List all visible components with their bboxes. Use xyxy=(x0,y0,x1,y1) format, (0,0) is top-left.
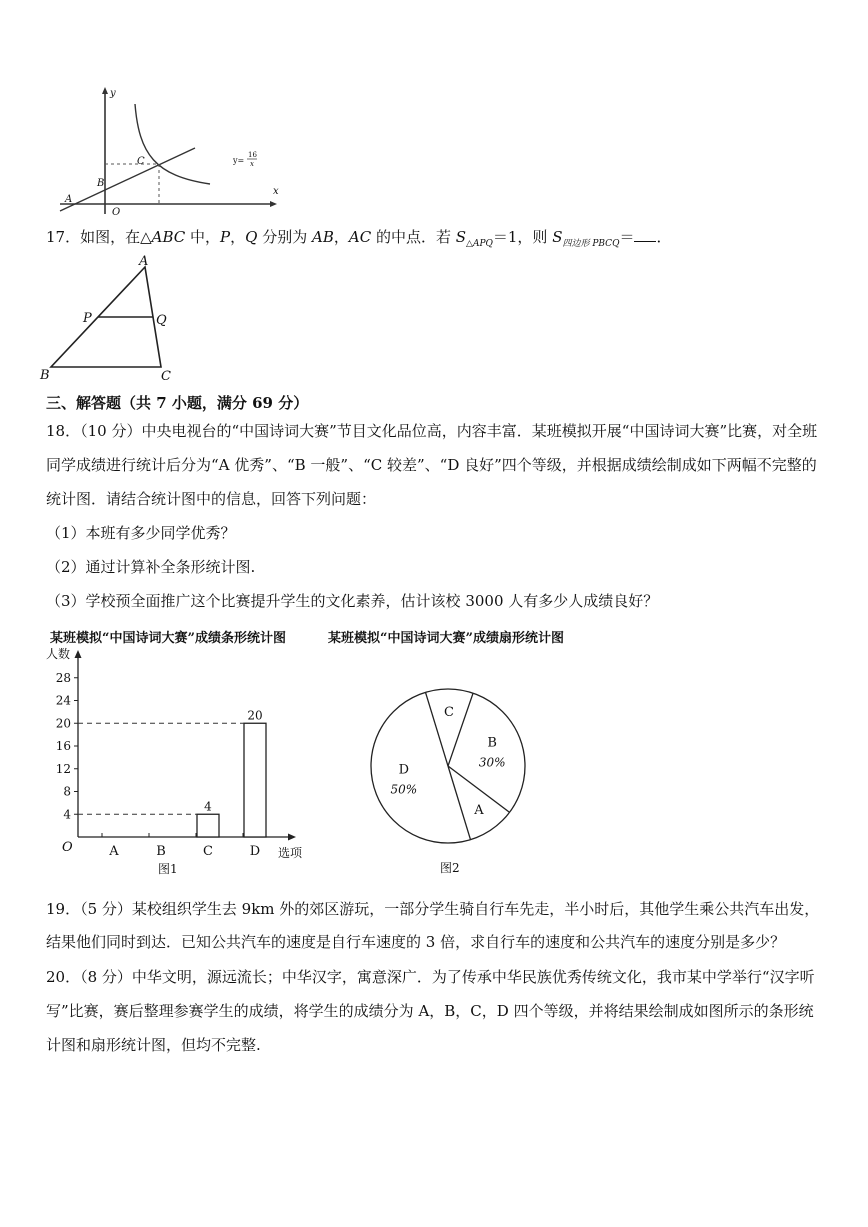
vertex-b-label: B xyxy=(40,368,50,383)
bar-value-label: 4 xyxy=(204,799,212,814)
q17-segment: AC xyxy=(348,228,372,246)
q17-text: ， xyxy=(333,228,349,246)
x-axis-label: x xyxy=(273,186,279,197)
y-tick-label: 24 xyxy=(55,693,71,708)
question-18-line2: 同学成绩进行统计后分为“A 优秀”、“B 一般”、“C 较差”、“D 良好”四个等级，并根据成绩绘制成如下两幅不完整的 xyxy=(46,456,817,474)
section-heading: 三、解答题（共 7 小题，满分 69 分） xyxy=(46,394,309,412)
bar-D xyxy=(244,723,266,837)
q17-text: 的中点．若 xyxy=(371,228,456,246)
question-19-line1: 19．（5 分）某校组织学生去 9km 外的郊区游玩，一部分学生骑自行车先走，半小时后，其他学生乘公共汽车出发， xyxy=(46,900,820,918)
y-tick-label: 16 xyxy=(55,739,71,753)
question-17 xyxy=(46,227,671,254)
q17-text: ＝1，则 xyxy=(492,228,553,246)
y-tick-label: 20 xyxy=(55,716,71,731)
x-category-label: A xyxy=(109,844,119,859)
y-tick-label: 8 xyxy=(63,784,71,799)
bar-chart-caption: 图1 xyxy=(158,862,178,875)
point-b-label: B xyxy=(97,178,105,189)
answer-blank[interactable] xyxy=(634,227,656,242)
y-axis-arrow xyxy=(102,87,108,94)
pie-slice-A-label: A xyxy=(474,803,484,819)
hyperbola-curve xyxy=(135,104,210,184)
point-p-label: P xyxy=(83,311,92,326)
pie-slice-D-percent: 50% xyxy=(390,782,418,797)
pie-slice-C-label: C xyxy=(443,705,454,721)
q17-point: P xyxy=(220,228,231,246)
q17-text: 分别为 xyxy=(257,228,313,246)
vertex-c-label: C xyxy=(161,369,171,384)
q17-text: ， xyxy=(230,228,246,246)
q17-text: ＝ xyxy=(619,228,635,246)
bar-chart-origin: O xyxy=(62,840,73,855)
x-axis-arrow xyxy=(270,201,277,207)
q17-triangle: ABC xyxy=(151,228,186,246)
bar-value-label: 20 xyxy=(247,708,263,723)
pie-slice-B-label: B xyxy=(487,735,497,751)
q17-area-subscript: 四边形 PBCQ xyxy=(562,239,620,249)
triangle-figure xyxy=(35,255,185,385)
question-17-number: 17． xyxy=(46,228,81,246)
bar-chart-xlabel: 选项 xyxy=(278,846,303,860)
q17-area-subscript: △APQ xyxy=(466,239,493,249)
x-category-label: B xyxy=(156,844,166,859)
function-label-num: 16 xyxy=(248,151,257,159)
question-18-sub2: （2）通过计算补全条形统计图. xyxy=(46,558,256,576)
q17-text: ． xyxy=(656,228,672,246)
bar-chart-y-arrow xyxy=(75,650,82,658)
function-graph-figure xyxy=(55,84,295,219)
pie-chart-title: 某班模拟“中国诗词大赛”成绩扇形统计图 xyxy=(328,631,564,646)
question-19-line2: 结果他们同时到达．已知公共汽车的速度是自行车速度的 3 倍，求自行车的速度和公共汽车的速度分别是多少？ xyxy=(46,933,786,951)
y-tick-label: 28 xyxy=(55,670,71,685)
q17-text: 中， xyxy=(185,228,221,246)
bar-chart-title: 某班模拟“中国诗词大赛”成绩条形统计图 xyxy=(50,631,286,646)
q17-text: 如图，在△ xyxy=(80,228,152,246)
bar-chart xyxy=(40,645,320,875)
bar-chart-ylabel: 人数 xyxy=(46,647,71,661)
x-category-label: D xyxy=(249,844,261,859)
vertex-a-label: A xyxy=(139,255,149,269)
pie-chart-caption: 图2 xyxy=(440,861,460,875)
question-20-line3: 计图和扇形统计图，但均不完整. xyxy=(46,1036,261,1054)
q17-area-symbol: S xyxy=(455,228,467,246)
x-category-label: C xyxy=(203,844,213,859)
point-a-label: A xyxy=(65,194,73,205)
function-label-den: x xyxy=(250,160,254,168)
q17-area-symbol: S xyxy=(552,228,563,246)
y-tick-label: 12 xyxy=(55,761,71,776)
linear-function-line xyxy=(60,148,195,211)
question-20-line1: 20．（8 分）中华文明，源远流长；中华汉字，寓意深广．为了传承中华民族优秀传统文化，我市某中学举行“汉字听 xyxy=(46,968,815,986)
question-18-line3: 统计图．请结合统计图中的信息，回答下列问题： xyxy=(46,490,377,508)
y-axis-label: y xyxy=(110,88,116,99)
question-18-sub3: （3）学校预全面推广这个比赛提升学生的文化素养，估计该校 3000 人有多少人成绩良好？ xyxy=(46,592,659,610)
function-label-lhs: y= xyxy=(233,156,245,165)
question-18-line1: 18．（10 分）中央电视台的“中国诗词大赛”节目文化品位高，内容丰富．某班模拟开展“中国诗词大赛”比赛，对全班 xyxy=(46,422,818,440)
pie-slice-B-percent: 30% xyxy=(478,755,506,770)
point-q-label: Q xyxy=(156,313,167,328)
question-18-sub1: （1）本班有多少同学优秀？ xyxy=(46,524,236,542)
y-tick-label: 4 xyxy=(63,807,71,822)
point-c-label: C xyxy=(137,156,145,167)
pie-chart xyxy=(360,680,540,880)
pie-slice-D-label: D xyxy=(398,762,410,778)
q17-point: Q xyxy=(245,228,258,246)
bar-C xyxy=(197,814,219,837)
bar-chart-x-arrow xyxy=(288,834,296,841)
question-20-line2: 写”比赛，赛后整理参赛学生的成绩，将学生的成绩分为 A，B，C，D 四个等级，并将结果绘制成如图所示的条形统 xyxy=(46,1002,814,1020)
q17-segment: AB xyxy=(312,228,334,246)
origin-label: O xyxy=(112,207,121,218)
